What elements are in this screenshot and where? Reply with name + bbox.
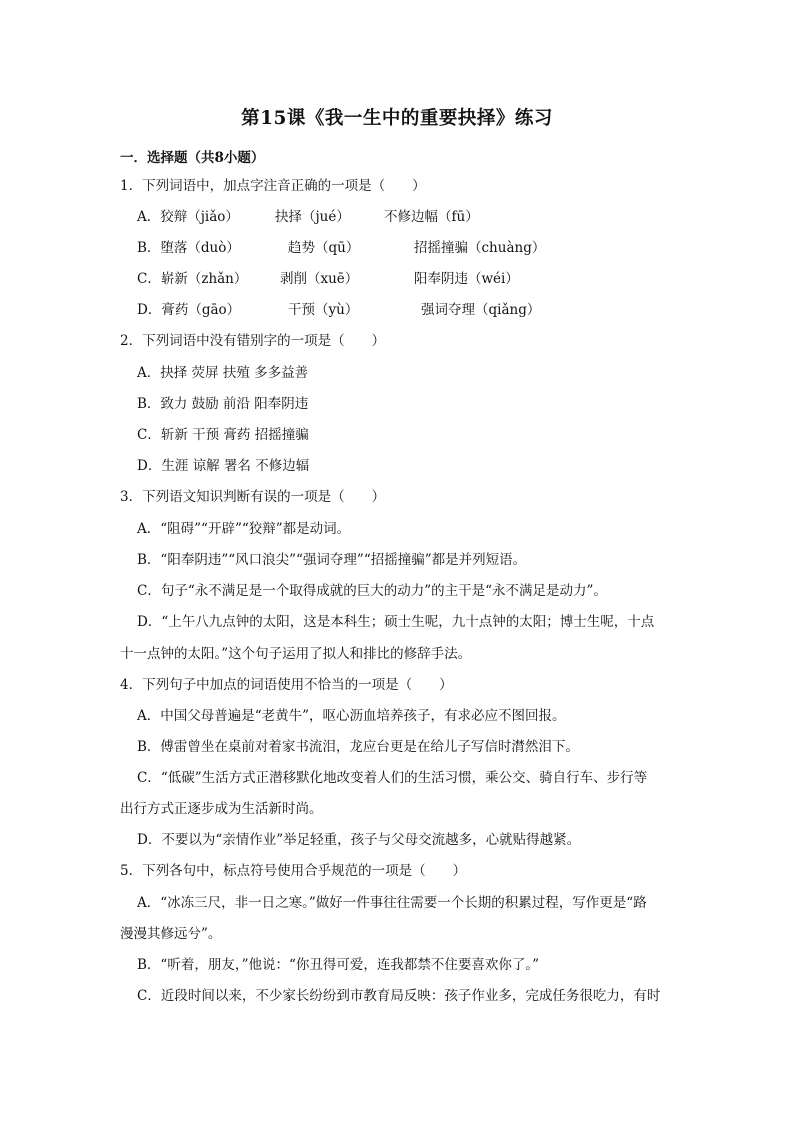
option-b-item-3: 招摇撞骗（chuàng） <box>414 240 546 256</box>
option-a-item-1: A．狡辩（jiǎo） <box>137 209 239 225</box>
section-heading: 一．选择题（共8小题） <box>120 150 265 166</box>
question-3-option-d-line-2: 十一点钟的太阳。”这个句子运用了拟人和排比的修辞手法。 <box>120 646 472 662</box>
question-5-option-a-line-2: 漫漫其修远兮”。 <box>120 926 222 942</box>
question-2-option-a: A．抉择 荧屏 扶殖 多多益善 <box>137 365 309 381</box>
page-title: 第15课《我一生中的重要抉择》练习 <box>241 108 553 129</box>
question-2-option-b: B．致力 鼓励 前沿 阳奉阴违 <box>137 396 309 412</box>
option-d-item-3: 强词夺理（qiǎng） <box>421 302 541 318</box>
option-c-item-3: 阳奉阴违（wéi） <box>414 271 519 287</box>
option-d-item-2: 干预（yù） <box>288 302 359 318</box>
question-4-option-a: A．中国父母普遍是“老黄牛”，呕心沥血培养孩子，有求必应不图回报。 <box>137 708 566 724</box>
option-a-item-3: 不修边幅（fū） <box>384 209 479 225</box>
question-5-option-a-line-1: A．“冰冻三尺，非一日之寒。”做好一件事往往需要一个长期的积累过程，写作更是“路 <box>137 895 647 911</box>
question-3-stem: 3．下列语文知识判断有误的一项是（ ） <box>120 489 386 505</box>
option-c-item-2: 剥削（xuē） <box>280 271 359 287</box>
question-4-option-d: D．不要以为“亲情作业”举足轻重，孩子与父母交流越多，心就贴得越紧。 <box>137 832 581 848</box>
option-b-item-2: 趋势（qū） <box>288 240 360 256</box>
question-2-option-d: D．生涯 谅解 署名 不修边辐 <box>137 458 310 474</box>
question-3-option-c: C．句子“永不满足是一个取得成就的巨大的动力”的主干是“永不满足是动力”。 <box>137 583 607 599</box>
question-3-option-b: B．“阳奉阴违”“风口浪尖”“强词夺理”“招摇撞骗”都是并列短语。 <box>137 552 527 568</box>
option-d-item-1: D．膏药（gāo） <box>137 302 241 318</box>
option-a-item-2: 抉择（jué） <box>275 209 350 225</box>
question-4-option-c-line-1: C．“低碳”生活方式正潜移默化地改变着人们的生活习惯，乘公交、骑自行车、步行等 <box>137 770 648 786</box>
question-4-stem: 4．下列句子中加点的词语使用不恰当的一项是（ ） <box>120 677 453 693</box>
question-3-option-d-line-1: D．“上午八九点钟的太阳，这是本科生；硕士生呢，九十点钟的太阳；博士生呢，十点 <box>137 614 655 630</box>
option-b-item-1: B．堕落（duò） <box>137 240 240 256</box>
question-5-option-c-line-1: C．近段时间以来，不少家长纷纷到市教育局反映：孩子作业多，完成任务很吃力，有时 <box>137 988 661 1004</box>
question-5-option-b: B．“听着，朋友，”他说：“你丑得可爱，连我都禁不住要喜欢你了。” <box>137 957 540 973</box>
question-2-stem: 2．下列词语中没有错别字的一项是（ ） <box>120 333 386 349</box>
option-c-item-1: C．崭新（zhǎn） <box>137 271 248 287</box>
question-5-stem: 5．下列各句中，标点符号使用合乎规范的一项是（ ） <box>120 863 467 879</box>
question-2-option-c: C．斩新 干预 膏药 招摇撞骗 <box>137 427 309 443</box>
question-4-option-c-line-2: 出行方式正逐步成为生活新时尚。 <box>120 801 323 817</box>
question-1-stem: 1．下列词语中，加点字注音正确的一项是（ ） <box>120 178 426 194</box>
question-3-option-a: A．“阻碍”“开辟”“狡辩”都是动词。 <box>137 521 351 537</box>
question-4-option-b: B．傅雷曾坐在桌前对着家书流泪，龙应台更是在给儿子写信时潸然泪下。 <box>137 739 579 755</box>
